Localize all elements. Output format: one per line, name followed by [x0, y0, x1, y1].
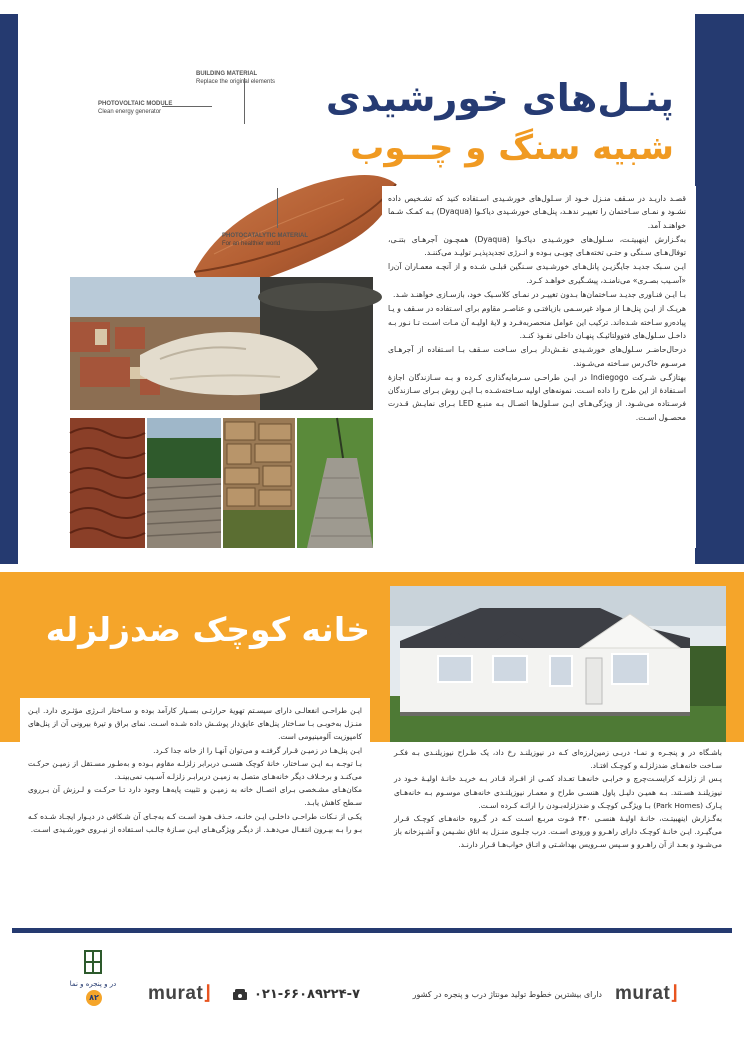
article2-column-right [390, 742, 726, 856]
paragraph: بـا توجـه بـه ایـن سـاختار، خانهٔ کوچک هنسـی دربرابر زلزلـه مقاوم بـوده و به‌طـور مسـتقل از زمیـن حرکـت می‌کنـد و برخـلاف دیگر خانه‌هـای متصل به زمیـن دربرابـر زلزلـه آسـیب نمی‌بینـد. [28, 758, 362, 782]
footer-divider [12, 928, 732, 933]
paved-path-photo [297, 418, 373, 548]
paragraph: درحال‌حاضـر سـلول‌های خورشـیدی نقـش‌دار بـرای سـاخت سـقف بـا اسـتفاده از آجرهـای مرسـوم خاک‌رس سـاخته می‌شـوند. [388, 345, 686, 368]
paragraph: به‌گـزارش اینهبیتـت، سـلول‌های خورشـیدی دیاکـوا (Dyaqua) همچـون آجرهـای بتنـی، توفال‌هـای سـنگی و حتـی تخته‌هـای چوبـی بـوده و انـرژی تجدیدپذیـر تولیـد می‌کننـد. [388, 234, 686, 258]
paragraph: قصـد داریـد در سـقف منـزل خـود از سـلول‌های خورشـیدی اسـتفاده کنید که تشـخیص داده نشـود و نمـای سـاختمان را تغییـر ندهـد، پنل‌هـای خورشـیدی دیاکـوا (Dyaqua) بـه کمـک شـما خواهنـد آمد. [388, 194, 686, 230]
paragraph: باشـگاه در و پنجـره و نمـا- دربـی زمین‌لرزه‌ای کـه در نیوزیلنـد رخ داد، یک طـراح نیوزیلنـدی بـه فکـر سـاخت خانه‌هـای ضدزلزلـه و کوچـک افتـاد. [394, 748, 722, 771]
brand-logo-left: murat⌋ [148, 983, 212, 1004]
stone-panel-photo [70, 277, 373, 410]
label-building-material: BUILDING MATERIAL Replace the original elements [196, 71, 276, 85]
footer-tagline: دارای بیشترین خطوط تولید مونتاژ درب و پنجره در کشور [412, 990, 602, 999]
phone-number: ۰۲۱-۶۶۰۸۹۲۲۴-۷ [254, 987, 361, 1002]
wood-deck-photo [147, 418, 221, 548]
leader-line [277, 188, 278, 228]
paragraph: ایـن سـبک جدیـد جایگزیـن پانل‌هـای خورشـیدی سـنگین قبلـی شـده و از آنچـه معمـاران آن‌را «آسـیب بصـری» می‌نامنـد، پیشـگیری خواهـد کـرد. [388, 262, 686, 285]
stone-wall-photo [223, 418, 295, 548]
roof-tiles-photo [70, 418, 145, 548]
article1-title-block [325, 68, 696, 184]
paragraph: مکان‌هـای مشـخصی بـرای اتصـال خانه به زمیـن و تثبیت پایه‌هـا وجود دارد تـا حرکـت و لـرزش آن بـرروی سـطح کاهش یابـد. [28, 785, 362, 808]
phone-icon [232, 989, 248, 1001]
article2-title: خانه کوچک ضدزلزله [45, 610, 370, 649]
article1-title-line1: پنـل‌های خورشیدی [325, 76, 674, 120]
paragraph: ایـن طراحـی انفعالـی دارای سیسـتم تهویهٔ حرارتـی بسـیار کارآمد بوده و سـاختار انـرژی مؤثـری دارد. ایـن منـزل به‌خوبـی بـا سـاختار پنل‌های عایق‌دار پوشـش داده شـده اسـت. نمای براق و تیرهٔ بیرونی آن از پنل‌های کامپوزیت آلومینیومی است. [28, 706, 362, 742]
label-photocatalytic-material: PHOTOCATALYTIC MATERIAL For an healthier world [222, 233, 308, 247]
label-photovoltaic-module: PHOTOVOLTAIC MODULE Clean energy generator [98, 101, 173, 115]
window-logo-icon [69, 948, 117, 992]
paragraph: به‌گـزارش اینهبیتـت، خانـهٔ اولیـهٔ هنسـی ۴۳۰ فـوت مربـع اسـت کـه در گـروه خانه‌هـای کوچـک قـرار می‌گیـرد. ایـن خانـهٔ کوچـک دارای راهـرو و ورودی اسـت. درب جلـوی منـزل به اتاق نشـیمن و آشـپزخانه باز می‌شـود و بعـد از آن راهـرو و سـپس سـرویس بهداشـتی و اتـاق خواب‌هـا قـرار دارنـد. [394, 814, 722, 850]
svg-text:در و پنجره و نما: در و پنجره و نما [69, 980, 117, 988]
terracotta-tile-illustration [174, 154, 404, 294]
paragraph: یکـی از نـکات طراحـی داخلـی ایـن خانـه، حـذف هـود اسـت کـه به‌جـای آن شـکافی در دیـوار ایجـاد شـده کـه بـو را بـه بیـرون انتقـال می‌دهـد. از دیگـر ویژگی‌هـای ایـن سـازهٔ جالـب اسـتفاده از نیـروی خورشـیدی اسـت. [28, 811, 362, 834]
brand-logo-right: murat⌋ [615, 983, 679, 1004]
page-number: ۸۲ [86, 990, 102, 1006]
article1-body [382, 186, 696, 548]
paragraph: پـس از زلزلـه کرایسـت‌چرچ و خرابـی خانه‌هـا تعـداد کمـی از افـراد قـادر بـه خریـد خانـهٔ اولیـهٔ خـود در نیوزیلنـد هسـتند. بـه همیـن دلیـل پاول هنسـی طراح و معمـار نیوزیلنـدی خانه‌هـای موسـوم بـه خانه‌هـای پـارک (Park Homes) بـا ویژگـی کوچـک و ضدزلزله‌بـودن را ارائـه کـرده اسـت. [394, 774, 722, 810]
paragraph: بـا ایـن فنـاوری جدیـد سـاختمان‌ها بـدون تغییـر در نمـای کلاسـیک خود، بازسـازی خواهنـد شـد. [393, 290, 686, 300]
left-accent-strip [0, 14, 18, 564]
paragraph: هریـک از ایـن پنل‌هـا از مـواد غیرسـمی بازیافتـی و عناصـر مقاوم برای اسـتفاده در سـقف و یـا پیاده‌رو سـاخته شـده‌اند. ترکیب این عوامل منحصربه‌فـرد و لایهٔ اولیـه آن مـات اسـت تـا نـور بـه داخـل سـلول‌های فتوولتائیـک پنهـان داخلی نفـوذ کنـد. [388, 304, 686, 340]
paragraph: بهتازگـی شـرکت Indiegogo در ایـن طراحـی سـرمایه‌گذاری کـرده و بـه سـازندگان اجازهٔ اسـتفادهٔ از این طرح را داده اسـت. نمونه‌های اولیه سـاخته‌شـده بـا ایـن روش بـرای سـازندگان فرسـتاده می‌شـود. از ویژگی‌هـای ایـن سـلول‌ها اتصـال بـه منبـع LED بـرای نمایـش قـدرت محصـول اسـت. [388, 372, 687, 422]
tiny-house-photo [390, 586, 726, 742]
paragraph: ایـن پنل‌هـا در زمیـن قـرار گرفتـه و می‌توان آنهـا را از خانه جدا کـرد. [153, 745, 362, 755]
article2-column-left [20, 698, 370, 928]
article1-title-line2: شبیه سنگ و چــوب [350, 128, 674, 168]
